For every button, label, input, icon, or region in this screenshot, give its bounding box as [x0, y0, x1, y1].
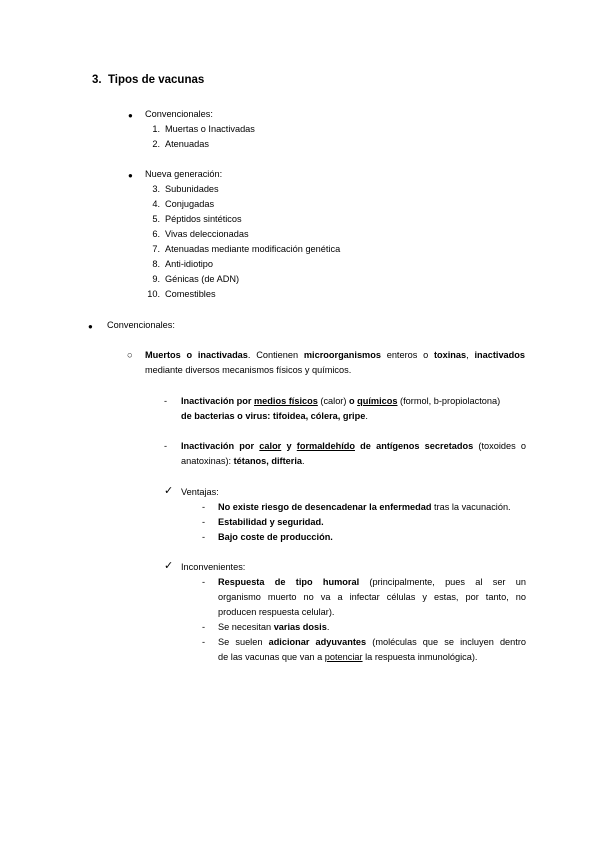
inconv-2: Se necesitan varias dosis.	[218, 622, 330, 632]
list-item: 4. Conjugadas	[152, 199, 215, 209]
bullet-icon: ●	[128, 171, 133, 180]
dash-bullet: -	[164, 396, 168, 406]
inconv-title: Inconvenientes:	[181, 562, 246, 572]
list-item: 10. Comestibles	[147, 289, 216, 299]
list-item: 2. Atenuadas	[152, 139, 209, 149]
list-item: 6. Vivas deleccionadas	[152, 229, 249, 239]
sub-line-2: mediante diversos mecanismos físicos y químicos.	[145, 365, 352, 375]
inconv-3-line-1: Se suelen adicionar adyuvantes (moléculas que se incluyen dentro	[218, 637, 527, 647]
dash2-line-1: Inactivación por calor y formaldehído de antígenos secretados (toxoides o	[181, 441, 526, 451]
sub-line-1: Muertos o inactivadas. Contienen microorganismos enteros o toxinas, inactivados	[145, 350, 526, 360]
dash1-line-2: de bacterias o virus: tifoidea, cólera, gripe.	[181, 411, 368, 421]
inconv-3-line-2: de las vacunas que van a potenciar la respuesta inmunológica).	[218, 652, 478, 662]
conv-title: Convencionales:	[107, 320, 175, 330]
dash-bullet: -	[164, 441, 168, 451]
ventaja-item: Bajo coste de producción.	[218, 532, 333, 542]
inconv-1-line-3: producen respuesta celular).	[218, 607, 335, 617]
circle-bullet-icon: ○	[127, 350, 133, 360]
dash-bullet: -	[202, 517, 206, 527]
bullet-icon: ●	[88, 322, 93, 331]
bullet-icon: ●	[128, 111, 133, 120]
dash-bullet: -	[202, 532, 206, 542]
list-item: 7. Atenuadas mediante modificación genética	[152, 244, 341, 254]
conv-types-title: Convencionales:	[145, 109, 213, 119]
check-icon: ✓	[164, 560, 174, 572]
list-item: 8. Anti-idiotipo	[152, 259, 214, 269]
dash-bullet: -	[202, 622, 206, 632]
inconv-1-line-2: organismo muerto no va a infectar células y estas, por tanto, no	[218, 592, 526, 602]
ventajas-title: Ventajas:	[181, 487, 219, 497]
check-icon: ✓	[164, 485, 174, 497]
dash-bullet: -	[202, 502, 206, 512]
list-item: 1. Muertas o Inactivadas	[152, 124, 255, 134]
dash2-line-2: anatoxinas): tétanos, difteria.	[181, 456, 305, 466]
section-heading: 3. Tipos de vacunas	[92, 74, 205, 86]
inconv-1-line-1: Respuesta de tipo humoral (principalmente, pues al ser un	[218, 577, 526, 587]
dash-bullet: -	[202, 637, 206, 647]
dash-bullet: -	[202, 577, 206, 587]
new-types-title: Nueva generación:	[145, 169, 223, 179]
dash1-line-1: Inactivación por medios físicos (calor) o químicos (formol, b-propiolactona)	[181, 396, 501, 406]
list-item: 9. Génicas (de ADN)	[152, 274, 240, 284]
ventaja-item: Estabilidad y seguridad.	[218, 517, 324, 527]
ventaja-item: No existe riesgo de desencadenar la enfermedad tras la vacunación.	[218, 502, 511, 512]
list-item: 5. Péptidos sintéticos	[152, 214, 242, 224]
list-item: 3. Subunidades	[152, 184, 219, 194]
